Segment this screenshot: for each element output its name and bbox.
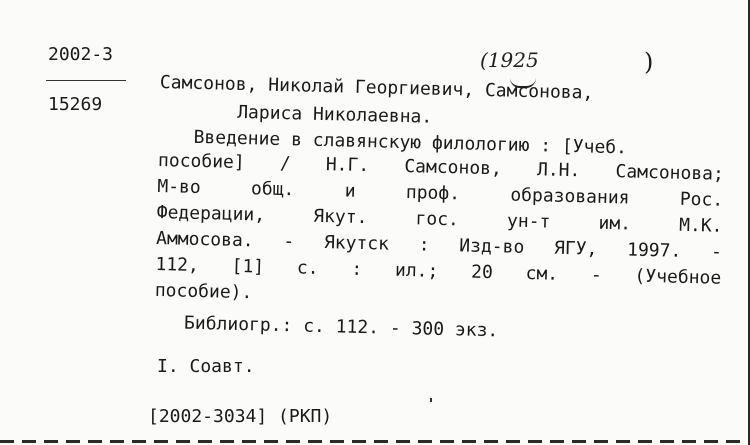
word: -	[283, 231, 295, 253]
word: Самсонов,	[404, 155, 503, 180]
word: общ.	[250, 178, 295, 201]
word: и	[344, 180, 356, 202]
word: :	[418, 234, 430, 256]
call-number-divider	[46, 80, 126, 81]
word: (Учебное	[634, 265, 722, 289]
call-number-bottom: 15269	[48, 94, 103, 115]
word: М-во	[157, 175, 202, 199]
word: образования	[510, 184, 630, 209]
word: 1997.	[626, 239, 682, 262]
word: Л.Н.	[536, 159, 581, 182]
word: Изд-во	[459, 235, 525, 258]
handwritten-paren: )	[644, 48, 654, 76]
word: пособие]	[157, 149, 245, 174]
word: Якутск	[323, 232, 390, 255]
coauthor-line: Лариса Николаевна.	[236, 101, 433, 128]
author-line: Самсонов, Николай Георгиевич, Самсонова,	[159, 72, 594, 104]
word: им.	[598, 212, 632, 235]
tracing-line: I. Соавт.	[157, 356, 255, 377]
word: [1]	[231, 255, 265, 278]
record-number: [2002-3034] (РКП)	[148, 406, 333, 427]
series-line: пособие).	[154, 279, 253, 304]
word: -	[590, 264, 603, 286]
word: -	[710, 241, 723, 263]
word: ил.;	[394, 259, 439, 282]
word: см.	[525, 262, 559, 285]
word: гос.	[415, 208, 460, 231]
word: Якут.	[312, 205, 368, 229]
title-line: Введение в славянскую филологию : [Учеб.	[193, 126, 628, 159]
word: Н.Г.	[325, 154, 370, 177]
word: ун-т	[506, 210, 551, 233]
word: 20	[470, 261, 494, 284]
word: проф.	[405, 182, 461, 205]
word: 112,	[155, 253, 200, 277]
word: Федерации,	[156, 201, 266, 226]
word: /	[279, 152, 291, 175]
word: :	[351, 258, 363, 280]
word: с.	[296, 257, 319, 279]
handwritten-year: (1925	[480, 48, 539, 72]
word: Самсонова;	[615, 161, 725, 185]
card-bottom-border	[0, 440, 750, 443]
word: Аммосова.	[155, 227, 254, 252]
notes-line: Библиогр.: с. 112. - 300 экз.	[183, 312, 499, 342]
word: М.К.	[678, 214, 723, 237]
ink-mark	[430, 398, 432, 402]
call-number-top: 2002-3	[48, 44, 114, 65]
word: Рос.	[679, 188, 724, 211]
word: ЯГУ,	[553, 237, 598, 260]
